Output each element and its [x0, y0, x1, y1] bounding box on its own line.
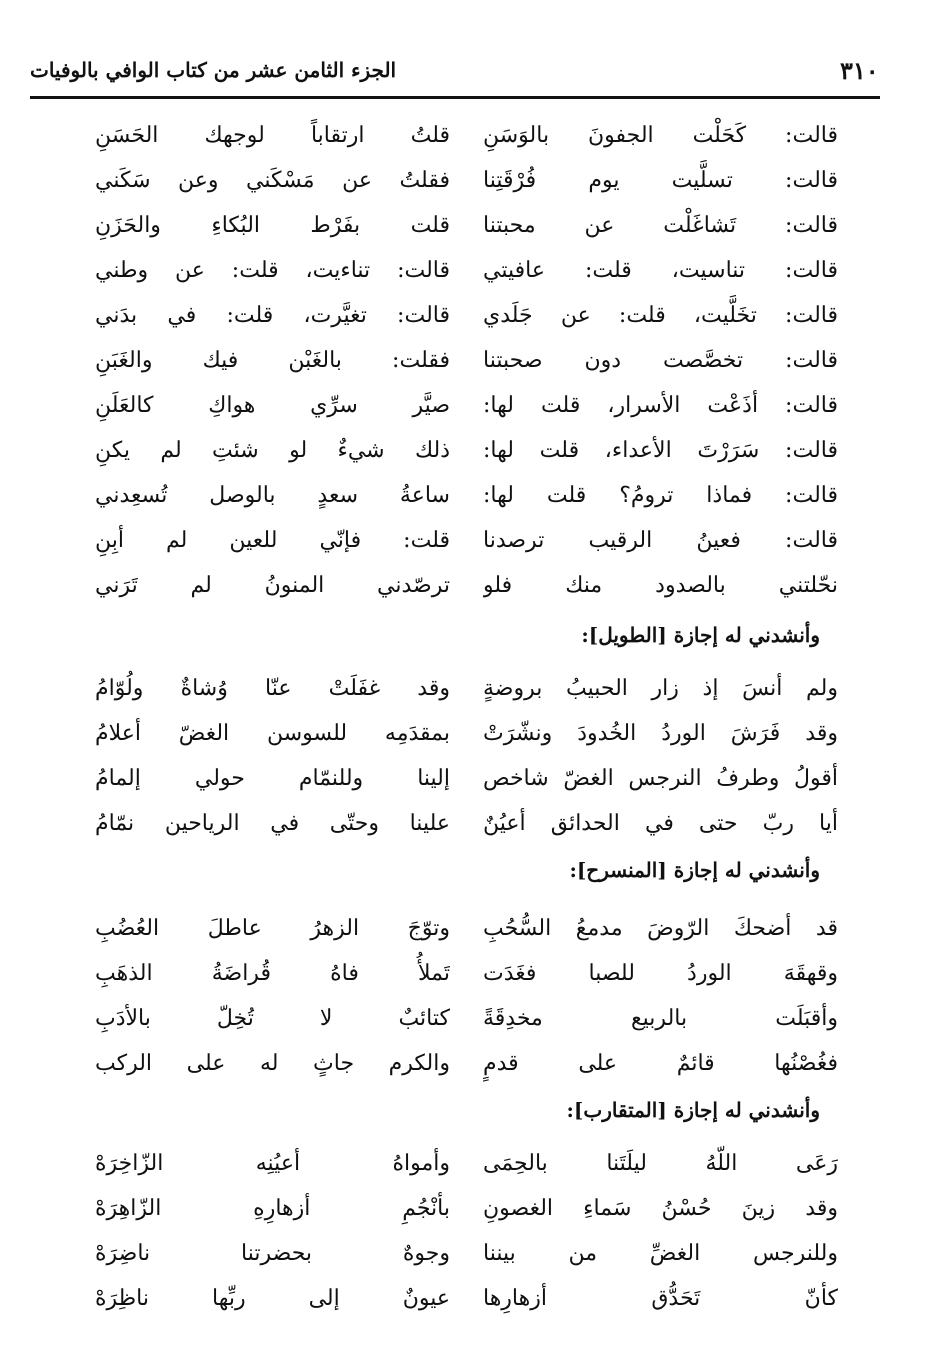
verse	[95, 1186, 838, 1231]
second-hemistich: ذلك شيءٌ لو شئتِ لم يكنِ	[95, 438, 450, 463]
first-hemistich: أقولُ وطرفُ النرجس الغضّ شاخص	[483, 766, 838, 791]
second-hemistich: وقد غفَلَتْ عنّا وُشاةٌ ولُوّامُ	[95, 676, 450, 701]
second-hemistich: وأمواهُ أعيُنِه الزّاخِرَهْ	[95, 1151, 450, 1176]
second-hemistich: تَملأُ فاهُ قُراضَةُ الذهَبِ	[95, 961, 450, 986]
second-hemistich: ترصّدني المنونُ لم تَرَني	[95, 573, 450, 598]
running-title: الجزء الثامن عشر من كتاب الوافي بالوفيات	[30, 58, 397, 82]
first-hemistich: قد أضحكَ الرّوضَ مدمعُ السُّحُبِ	[483, 916, 838, 941]
verse	[95, 801, 838, 846]
first-hemistich: وأقبَلَت بالربيع مخدِقَةً	[483, 1006, 838, 1031]
first-hemistich: قالت: تخصَّصت دون صحبتنا	[483, 348, 838, 373]
first-hemistich: فغُصْنُها قائمٌ على قدمٍ	[483, 1051, 838, 1076]
second-hemistich: ساعةُ سعدٍ بالوصل تُسعِدني	[95, 483, 450, 508]
first-hemistich: كأنّ تَحَدُّق أزهارِها	[483, 1286, 838, 1311]
first-hemistich: قالت: تَشاغَلْت عن محبتنا	[483, 213, 838, 238]
first-hemistich: وقد زينَ حُسْنُ سَماءِ الغصونِ	[483, 1196, 838, 1221]
second-hemistich: عيونٌ إلى ربِّها ناظِرَهْ	[95, 1286, 450, 1311]
verse	[95, 711, 838, 756]
second-hemistich: صيَّر سرِّي هواكِ كالعَلَنِ	[95, 393, 450, 418]
second-hemistich: وجوهٌ بحضرتنا ناضِرَهْ	[95, 1241, 450, 1266]
second-hemistich: قالت: تناءيت، قلت: عن وطني	[95, 258, 450, 283]
page-number: ٣١٠	[840, 56, 879, 85]
header-rule	[30, 96, 880, 99]
verse	[95, 563, 838, 608]
verse	[95, 203, 838, 248]
first-hemistich: قالت: تسلَّيت يوم فُرْقَتِنا	[483, 168, 838, 193]
verse	[95, 906, 838, 951]
verse	[95, 428, 838, 473]
poem-section-4	[95, 1141, 838, 1321]
first-hemistich: ولم أنسَ إذ زار الحبيبُ بروضةٍ	[483, 676, 838, 701]
first-hemistich: قالت: فماذا ترومُ؟ قلت لها:	[483, 483, 838, 508]
verse	[95, 158, 838, 203]
first-hemistich: قالت: تناسيت، قلت: عافيتي	[483, 258, 838, 283]
first-hemistich: قالت: سَرَرْتَ الأعداء، قلت لها:	[483, 438, 838, 463]
second-hemistich: بمقدَمِه للسوسن الغضّ أعلامُ	[95, 721, 450, 746]
poem-section-3	[95, 906, 838, 1086]
first-hemistich: قالت: تخَلَّيت، قلت: عن جَلَدي	[483, 303, 838, 328]
poem-section-1	[95, 113, 838, 608]
first-hemistich: نحّلتني بالصدود منك فلو	[483, 573, 838, 598]
second-hemistich: كتائبٌ لا تُخِلّ بالأدَبِ	[95, 1006, 450, 1031]
first-hemistich: أيا ربّ حتى في الحدائق أعيُنٌ	[483, 811, 838, 836]
verse	[95, 248, 838, 293]
second-hemistich: علينا وحتّى في الرياحين نمّامُ	[95, 811, 450, 836]
verse	[95, 1041, 838, 1086]
second-hemistich: والكرم جاثٍ له على الركب	[95, 1051, 450, 1076]
section-heading: وأنشدني له إجازة [الطويل]:	[581, 623, 820, 647]
verse	[95, 473, 838, 518]
second-hemistich: بأنْجُمِ أزهارِهِ الزّاهِرَهْ	[95, 1196, 450, 1221]
first-hemistich: قالت: فعينُ الرقيب ترصدنا	[483, 528, 838, 553]
second-hemistich: إلينا وللنمّام حولي إلمامُ	[95, 766, 450, 791]
verse	[95, 666, 838, 711]
section-heading: وأنشدني له إجازة [المنسرح]:	[569, 858, 820, 882]
first-hemistich: قالت: كَحَلْت الجفونَ بالوَسَنِ	[483, 123, 838, 148]
first-hemistich: وللنرجس الغضِّ من بيننا	[483, 1241, 838, 1266]
first-hemistich: وقد فَرَشَ الوردُ الخُدودَ ونشّرَتْ	[483, 721, 838, 746]
section-heading: وأنشدني له إجازة [المتقارب]:	[566, 1098, 820, 1122]
second-hemistich: فقلتُ عن مَسْكَني وعن سَكَني	[95, 168, 450, 193]
verse	[95, 1141, 838, 1186]
first-hemistich: رَعَى اللّهُ ليلَتَنا بالحِمَى	[483, 1151, 838, 1176]
verse	[95, 383, 838, 428]
poem-section-2	[95, 666, 838, 846]
verse	[95, 338, 838, 383]
second-hemistich: قلتُ ارتقاباً لوجهك الحَسَنِ	[95, 123, 450, 148]
verse	[95, 1231, 838, 1276]
second-hemistich: قلت: فإنّي للعين لم أبِنِ	[95, 528, 450, 553]
verse	[95, 113, 838, 158]
verse	[95, 518, 838, 563]
verse	[95, 951, 838, 996]
first-hemistich: قالت: أذَعْت الأسرار، قلت لها:	[483, 393, 838, 418]
second-hemistich: قلت بفَرْط البُكاءِ والحَزَنِ	[95, 213, 450, 238]
first-hemistich: وقهقَهَ الوردُ للصبا فغَدَت	[483, 961, 838, 986]
verse	[95, 1276, 838, 1321]
second-hemistich: فقلت: بالغَبْن فيك والغَبَنِ	[95, 348, 450, 373]
verse	[95, 996, 838, 1041]
verse	[95, 756, 838, 801]
verse	[95, 293, 838, 338]
second-hemistich: وتوّجَ الزهرُ عاطلَ العُضُبِ	[95, 916, 450, 941]
second-hemistich: قالت: تغيَّرت، قلت: في بدَني	[95, 303, 450, 328]
